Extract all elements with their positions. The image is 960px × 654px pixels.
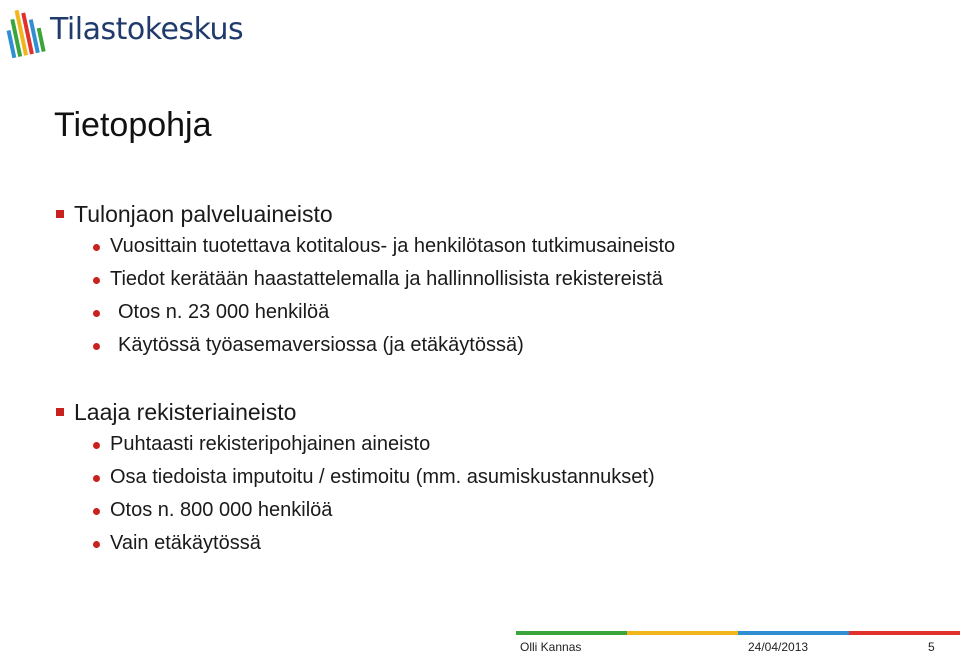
dot-bullet-icon <box>93 277 100 284</box>
footer-date: 24/04/2013 <box>748 640 809 654</box>
list-item <box>56 461 936 494</box>
footer-bar-yellow <box>627 631 738 635</box>
section-heading-text: Laaja rekisteriaineisto <box>74 399 297 425</box>
dot-bullet-icon <box>93 508 100 515</box>
square-bullet-icon <box>56 408 64 416</box>
list-item-text: Puhtaasti rekisteripohjainen aineisto <box>110 433 431 455</box>
list-item-text: Vuosittain tuotettava kotitalous- ja henkilötason tutkimusaineisto <box>110 235 676 257</box>
dot-bullet-icon <box>93 310 100 317</box>
list-item <box>56 428 936 461</box>
footer-bar-red <box>849 631 960 635</box>
dot-bullet-icon <box>93 475 100 482</box>
dot-bullet-icon <box>93 343 100 350</box>
slide-content <box>56 198 936 560</box>
list-item-text: Otos n. 800 000 henkilöä <box>110 499 333 521</box>
logo <box>4 2 243 60</box>
dot-bullet-icon <box>93 442 100 449</box>
list-item <box>56 263 936 296</box>
dot-bullet-icon <box>93 541 100 548</box>
square-bullet-icon <box>56 210 64 218</box>
list-item-text: Otos n. 23 000 henkilöä <box>118 301 330 323</box>
logo-icon <box>4 3 46 59</box>
list-item <box>56 494 936 527</box>
dot-bullet-icon <box>93 244 100 251</box>
logo-text: Tilastokeskus <box>50 11 244 47</box>
list-item <box>56 329 936 362</box>
footer-bar-green <box>516 631 627 635</box>
list-item <box>56 527 936 560</box>
list-item <box>56 230 936 263</box>
list-item <box>56 296 936 329</box>
list-item-text: Tiedot kerätään haastattelemalla ja hallinnollisista rekistereistä <box>110 268 663 290</box>
section-heading <box>56 396 936 428</box>
footer-author: Olli Kannas <box>520 640 582 654</box>
section-heading-text: Tulonjaon palveluaineisto <box>74 201 333 227</box>
footer-color-bar <box>516 631 960 635</box>
slide-title: Tietopohja <box>54 106 212 144</box>
list-item-text: Käytössä työasemaversiossa (ja etäkäytössä) <box>118 334 524 356</box>
footer-page-number: 5 <box>928 640 935 654</box>
footer-bar-blue <box>738 631 849 635</box>
list-item-text: Osa tiedoista imputoitu / estimoitu (mm. asumiskustannukset) <box>110 466 655 488</box>
section-heading <box>56 198 936 230</box>
list-item-text: Vain etäkäytössä <box>110 532 261 554</box>
